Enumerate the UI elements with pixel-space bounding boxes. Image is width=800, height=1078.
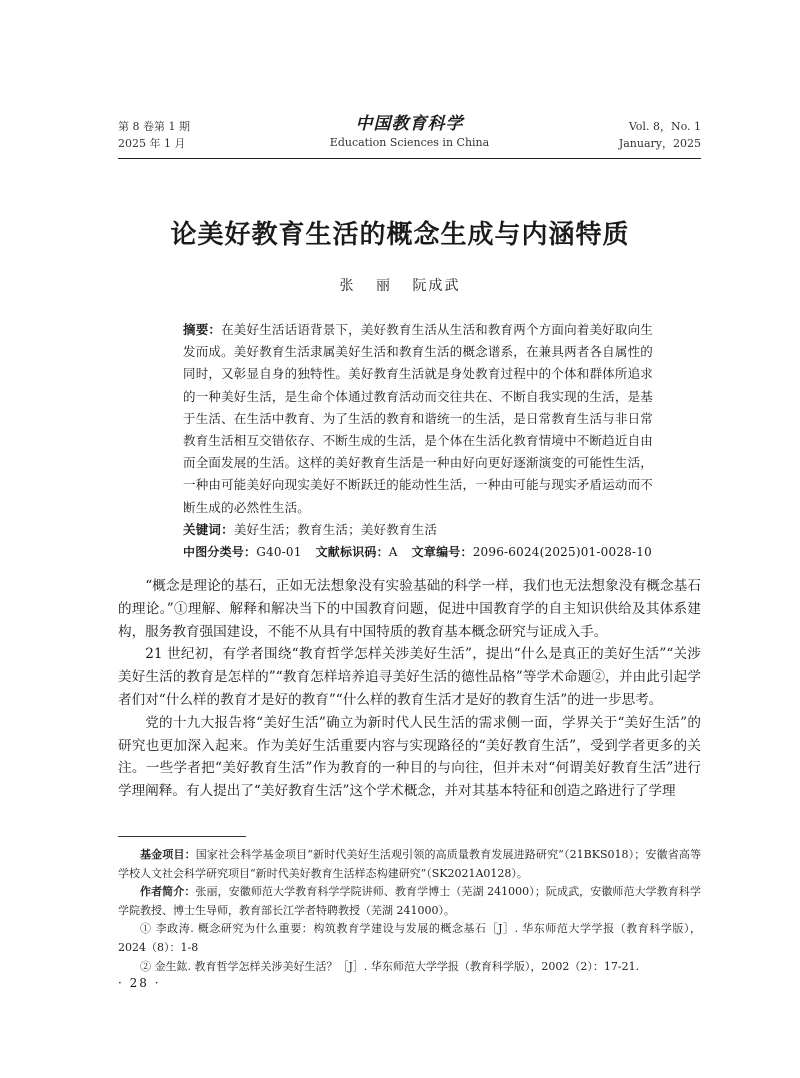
author-note (118, 883, 701, 920)
fund-text: 国家社会科学基金项目“新时代美好生活观引领的高质量教育发展进路研究”（21BKS018）；安徽省高等学校人文社会科学研究项目“新时代美好教育生活样态构建研究”（SK2021A0128）。 (118, 848, 702, 880)
abstract-block (183, 319, 653, 563)
fund-note (118, 846, 701, 883)
date-en: January，2025 (618, 137, 701, 150)
journal-title-en: Education Sciences in China (329, 136, 490, 149)
footnotes (118, 846, 701, 976)
header-right (619, 118, 701, 152)
volume-cn: 第 8 卷第 1 期 (118, 120, 190, 133)
date-cn: 2025 年 1 月 (118, 137, 186, 150)
keywords-label: 关键词： (183, 521, 234, 537)
article-no-label: 文章编号： (411, 545, 473, 560)
doc-code-label: 文献标识码： (315, 545, 389, 560)
article-title: 论美好教育生活的概念生成与内涵特质 (170, 220, 630, 250)
article-authors: 张 丽 阮成武 (339, 278, 461, 294)
header-center (118, 114, 701, 152)
running-header (118, 114, 701, 160)
body-paragraph-2: 21 世纪初，有学者围绕“教育哲学怎样关涉美好生活”，提出“什么是真正的美好生活”“关涉美好生活的教育是怎样的”“教育怎样培养追寻美好生活的德性品格”等学术命题②，并由此引起学者们对“什么样的教育才是好的教育”“什么样的教育生活才是好的教育生活”的进一步思考。 (118, 646, 701, 708)
keywords-line (183, 519, 653, 541)
footnote-2: ② 金生鈜. 教育哲学怎样关涉美好生活？［J］. 华东师范大学学报（教育科学版），2002（2）：17-21. (140, 959, 640, 973)
body-paragraph-3: 党的十九大报告将“美好生活”确立为新时代人民生活的需求侧一面，学界关于“美好生活”的研究也更加深入起来。作为美好生活重要内容与实现路径的“美好教育生活”，受到学者更多的关注。一些学者把“美好教育生活”作为教育的一种目的与向往，但并未对“何谓美好教育生活”进行学理阐释。有人提出了“美好教育生活”这个学术概念，并对其基本特征和创造之路进行了学理 (118, 714, 701, 800)
keywords-text: 美好生活；教育生活；美好教育生活 (233, 521, 438, 537)
body-paragraph-1: “概念是理论的基石，正如无法想象没有实验基础的科学一样，我们也无法想象没有概念基石的理论。”①理解、解释和解决当下的中国教育问题，促进中国教育学的自主知识供给及其体系建构，服务教育强国建设，不能不从具有中国特质的教育基本概念研究与证成入手。 (118, 578, 701, 640)
footnote-rule (118, 836, 246, 837)
author-text: 张丽，安徽师范大学教育科学学院讲师、教育学博士（芜湖 241000）；阮成武，安徽师范大学教育科学学院教授、博士生导师，教育部长江学者特聘教授（芜湖 241000）。 (118, 885, 701, 917)
journal-title-cn: 中国教育科学 (355, 114, 464, 134)
author-label: 作者简介： (140, 885, 196, 899)
page-number: · 28 · (118, 976, 161, 990)
abstract-paragraph (183, 319, 653, 519)
fund-label: 基金项目： (140, 848, 196, 861)
footnote-1: ① 李政涛. 概念研究为什么重要：构筑教育学建设与发展的概念基石［J］. 华东师范大学学报（教育科学版），2024（8）：1-8 (118, 922, 701, 954)
body-text (118, 575, 701, 803)
volume-en: Vol. 8，No. 1 (628, 120, 701, 133)
clc-label: 中图分类号： (183, 545, 257, 560)
abstract-label: 摘要： (183, 322, 222, 337)
classification-line (183, 541, 653, 563)
doc-code-value: A (388, 545, 398, 560)
abstract-text: 在美好生活话语背景下，美好教育生活从生活和教育两个方面向着美好取向生发而成。美好教育生活隶属美好生活和教育生活的概念谱系，在兼具两者各自属性的同时，又彰显自身的独特性。美好教育生活就是身处教育过程中的个体和群体所追求的一种美好生活，是生命个体通过教育活动而交往共在、不断自我实现的生活，是基于生活、在生活中教育、为了生活的教育和谐统一的生活，是日常教育生活与非日常教育生活相互交错依存、不断生成的生活，是个体在生活化教育情境中不断趋近自由而全面发展的生活。这样的美好教育生活是一种由好向更好逐渐演变的可能性生活，一种由可能美好向现实美好不断跃迁的能动性生活，一种由可能与现实矛盾运动而不断生成的必然性生活。 (183, 322, 653, 515)
clc-value: G40-01 (256, 545, 302, 560)
header-rule (118, 158, 701, 159)
article-no-value: 2096-6024(2025)01-0028-10 (472, 545, 652, 560)
